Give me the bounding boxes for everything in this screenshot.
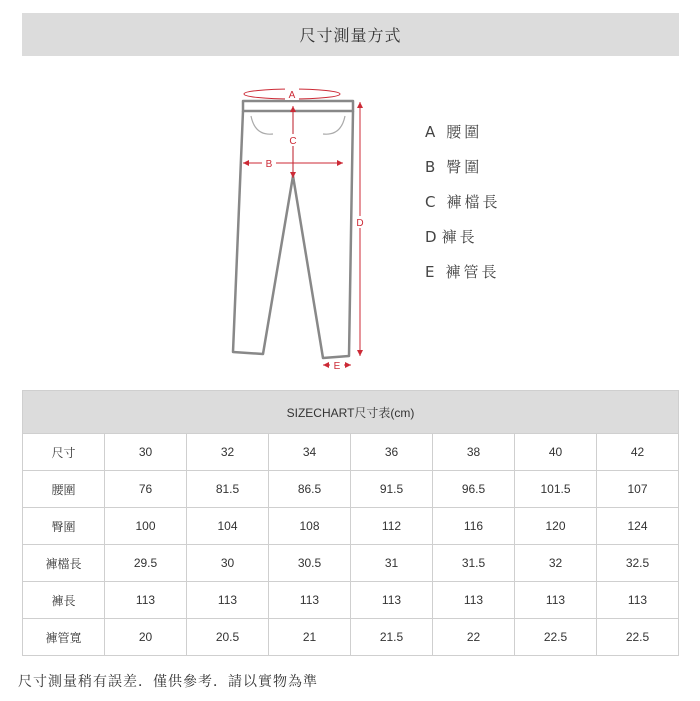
measurement-legend [425, 120, 501, 295]
table-cell: 108 [269, 508, 351, 545]
row-label: 褲管寬 [23, 619, 105, 656]
legend-item-a [425, 120, 501, 155]
table-cell: 113 [433, 582, 515, 619]
section-title: 尺寸測量方式 [22, 13, 679, 56]
hip-arrow-left [243, 160, 249, 166]
legend-key: D [425, 228, 440, 246]
table-cell: 96.5 [433, 471, 515, 508]
table-cell: 30 [187, 545, 269, 582]
legend-key: C [425, 193, 439, 211]
legend-key: E [425, 263, 438, 281]
size-cell: 42 [597, 434, 679, 471]
right-pocket [323, 116, 345, 134]
legend-label: 褲檔長 [446, 193, 501, 211]
table-cell: 116 [433, 508, 515, 545]
table-header-row [23, 434, 679, 471]
size-cell: 38 [433, 434, 515, 471]
size-cell: 30 [105, 434, 187, 471]
table-cell: 113 [351, 582, 433, 619]
marker-c: C [289, 136, 297, 147]
legend-item-b [425, 155, 501, 190]
left-pocket [251, 116, 273, 134]
legend-item-d [425, 225, 501, 260]
table-cell: 21.5 [351, 619, 433, 656]
marker-a: A [288, 90, 296, 101]
table-cell: 104 [187, 508, 269, 545]
marker-d: D [356, 218, 364, 229]
table-cell: 113 [269, 582, 351, 619]
table-cell: 22 [433, 619, 515, 656]
table-cell: 21 [269, 619, 351, 656]
row-label: 腰圍 [23, 471, 105, 508]
table-cell: 91.5 [351, 471, 433, 508]
table-cell: 113 [597, 582, 679, 619]
table-cell: 86.5 [269, 471, 351, 508]
crotch-arrow-bottom [290, 172, 296, 178]
table-row [23, 619, 679, 656]
table-cell: 113 [187, 582, 269, 619]
legend-item-c [425, 190, 501, 225]
table-cell: 113 [105, 582, 187, 619]
table-cell: 120 [515, 508, 597, 545]
table-cell: 20.5 [187, 619, 269, 656]
table-cell: 30.5 [269, 545, 351, 582]
size-chart-table [22, 390, 679, 656]
legend-key: A [425, 123, 439, 141]
table-cell: 20 [105, 619, 187, 656]
row-label: 尺寸 [23, 434, 105, 471]
table-cell: 32.5 [597, 545, 679, 582]
table-row [23, 582, 679, 619]
hip-arrow-right [337, 160, 343, 166]
hem-arrow-right [345, 362, 351, 368]
table-cell: 22.5 [515, 619, 597, 656]
marker-e: E [333, 361, 341, 372]
size-cell: 32 [187, 434, 269, 471]
crotch-arrow-top [290, 106, 296, 112]
legend-key: B [425, 158, 439, 176]
waistband-outline [243, 101, 353, 111]
table-row [23, 508, 679, 545]
pants-measurement-diagram [225, 76, 375, 376]
table-cell: 113 [515, 582, 597, 619]
hem-arrow-left [323, 362, 329, 368]
table-cell: 124 [597, 508, 679, 545]
legend-label: 臀圍 [446, 158, 483, 176]
size-cell: 34 [269, 434, 351, 471]
disclaimer-note: 尺寸測量稍有誤差．僅供參考．請以實物為準 [18, 674, 318, 690]
size-cell: 40 [515, 434, 597, 471]
table-cell: 31 [351, 545, 433, 582]
row-label: 褲檔長 [23, 545, 105, 582]
legend-label: 褲管長 [445, 263, 500, 281]
row-label: 褲長 [23, 582, 105, 619]
row-label: 臀圍 [23, 508, 105, 545]
legend-label: 腰圍 [446, 123, 483, 141]
table-cell: 112 [351, 508, 433, 545]
size-cell: 36 [351, 434, 433, 471]
table-row [23, 545, 679, 582]
table-row [23, 471, 679, 508]
table-cell: 31.5 [433, 545, 515, 582]
table-cell: 107 [597, 471, 679, 508]
table-cell: 32 [515, 545, 597, 582]
legend-label: 褲長 [441, 228, 478, 246]
table-cell: 76 [105, 471, 187, 508]
table-cell: 101.5 [515, 471, 597, 508]
table-cell: 100 [105, 508, 187, 545]
table-cell: 29.5 [105, 545, 187, 582]
table-cell: 22.5 [597, 619, 679, 656]
length-arrow-top [357, 102, 363, 108]
length-arrow-bottom [357, 350, 363, 356]
legend-item-e [425, 260, 501, 295]
table-caption: SIZECHART尺寸表(cm) [23, 391, 679, 434]
table-caption-row [23, 391, 679, 434]
table-cell: 81.5 [187, 471, 269, 508]
marker-b: B [265, 159, 273, 170]
